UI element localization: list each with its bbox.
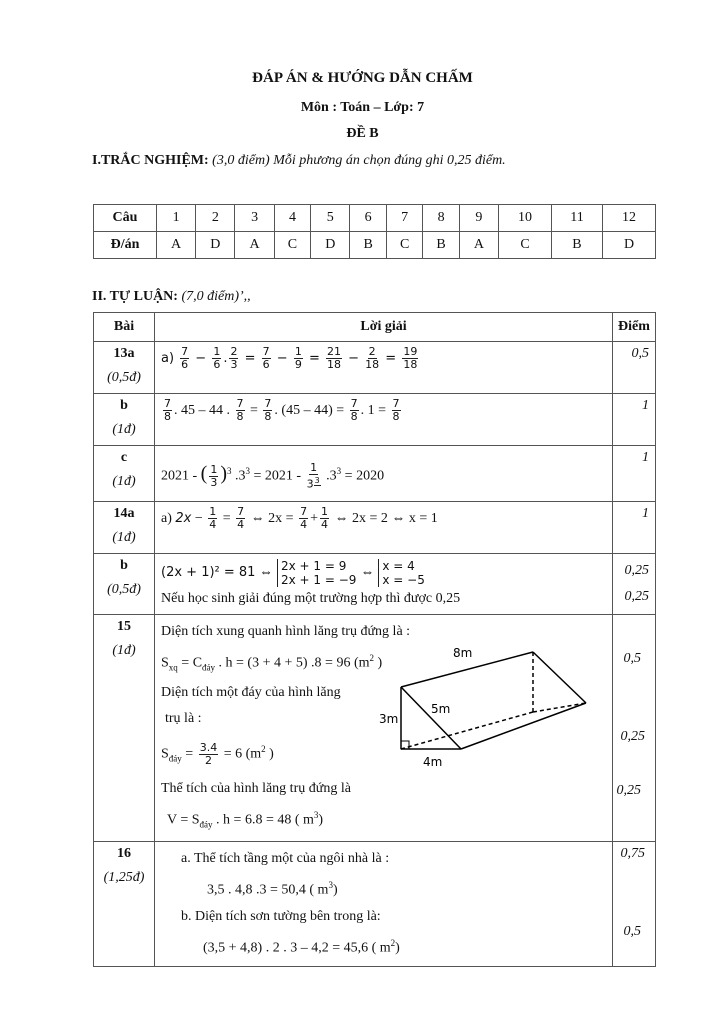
question-number: 9 bbox=[459, 205, 498, 232]
answer-cell: C bbox=[274, 232, 310, 259]
prism-label-hypotenuse: 5m bbox=[431, 702, 451, 716]
problem-id: 13a (0,5đ) bbox=[94, 342, 155, 394]
part1-heading bbox=[92, 153, 506, 169]
answer-cell: A bbox=[157, 232, 196, 259]
solution-line: $S_{đáy}$ = $\frac{3.4}{2}$ = 6 ($m^2$ ) bbox=[161, 741, 274, 768]
answer-key-table bbox=[93, 204, 656, 259]
solution-line: 3,5 . 4,8 .3 = 50,4 ( $m^3$) bbox=[207, 880, 338, 899]
solution-line: a. Thể tích tầng một của ngôi nhà là : bbox=[181, 851, 390, 867]
prism-label-base: 4m bbox=[423, 755, 443, 769]
answer-cell: D bbox=[603, 232, 656, 259]
prism-diagram bbox=[371, 645, 591, 775]
part1-label: I.TRẮC NGHIỆM: bbox=[92, 153, 209, 168]
col-header-score: Điểm bbox=[613, 313, 656, 342]
question-number: 12 bbox=[603, 205, 656, 232]
score-cell: 1 bbox=[613, 502, 656, 554]
question-number: 6 bbox=[350, 205, 386, 232]
solution-line: trụ là : bbox=[165, 711, 202, 727]
answer-row bbox=[94, 232, 656, 259]
problem-points: (1đ) bbox=[112, 530, 136, 545]
part2-note: (7,0 điểm)’,, bbox=[181, 289, 251, 304]
table-row bbox=[94, 394, 656, 446]
answer-cell: A bbox=[459, 232, 498, 259]
solution-line: Diện tích xung quanh hình lăng trụ đứng là : bbox=[161, 624, 411, 639]
question-number: 3 bbox=[235, 205, 274, 232]
col-header-solution: Lời giải bbox=[155, 313, 613, 342]
score-cell: 0,75 0,5 bbox=[613, 842, 656, 966]
solution-cell bbox=[155, 615, 613, 842]
question-row-label: Câu bbox=[94, 205, 157, 232]
problem-points: (1,25đ) bbox=[103, 870, 145, 886]
score-cell: 0,5 0,25 0,25 bbox=[613, 615, 656, 842]
solution-line: $S_{xq} = C_{đáy}$ . h = (3 + 4 + 5) .8 = 96 ($m^2$ ) bbox=[161, 653, 383, 673]
score-cell: 1 bbox=[613, 394, 656, 446]
question-number: 10 bbox=[499, 205, 552, 232]
problem-id: b (1đ) bbox=[94, 394, 155, 446]
table-row bbox=[94, 446, 656, 502]
solution-line: Thể tích của hình lăng trụ đứng là bbox=[161, 780, 351, 796]
problem-points: (1đ) bbox=[112, 422, 136, 437]
col-header-bai: Bài bbox=[94, 313, 155, 342]
solution-cell bbox=[155, 842, 613, 966]
solution-cell: (2x + 1)² = 81 ⇔ 2x + 1 = 9 2x + 1 = −9 ⇔ x = 4 x = −5 Nếu học sinh giải đúng một trường hợp thì được 0,25 bbox=[155, 554, 613, 615]
problem-points: (1đ) bbox=[112, 643, 136, 658]
score-cell: 1 bbox=[613, 446, 656, 502]
table-row bbox=[94, 554, 656, 615]
answer-cell: D bbox=[311, 232, 350, 259]
solution-cell: $\frac{7}{8}$ . 45 – 44 . $\frac{7}{8}$ = $\frac{7}{8}$ . (45 – 44) = $\frac{7}{8}$ . 1 = $\frac{7}{8}$ bbox=[155, 394, 613, 446]
part2-heading bbox=[92, 289, 251, 305]
problem-id: 15 (1đ) bbox=[94, 615, 155, 842]
partial-credit-note: Nếu học sinh giải đúng một trường hợp thì được 0,25 bbox=[161, 591, 461, 606]
doc-subject: Môn : Toán – Lớp: 7 bbox=[300, 100, 425, 115]
question-number: 11 bbox=[551, 205, 602, 232]
problem-id: 14a (1đ) bbox=[94, 502, 155, 554]
part2-label: II. TỰ LUẬN: bbox=[92, 289, 178, 304]
question-number: 1 bbox=[157, 205, 196, 232]
problem-id: b (0,5đ) bbox=[94, 554, 155, 615]
score-cell: 0,25 0,25 bbox=[613, 554, 656, 615]
prism-label-height: 3m bbox=[379, 712, 399, 726]
answer-cell: C bbox=[386, 232, 422, 259]
solution-line: b. Diện tích sơn tường bên trong là: bbox=[181, 909, 381, 925]
answer-cell: A bbox=[235, 232, 274, 259]
problem-id: c (1đ) bbox=[94, 446, 155, 502]
solution-cell: 2021 - ( $\frac{1}{3}$ )$^3$ $.3^3 = 2021$ - $\frac{1}{3^3}$ $.3^3 = 2020$ bbox=[155, 446, 613, 502]
score-cell: 0,5 bbox=[613, 342, 656, 394]
problem-points: (0,5đ) bbox=[107, 370, 141, 385]
answer-cell: B bbox=[551, 232, 602, 259]
question-number: 5 bbox=[311, 205, 350, 232]
question-number: 8 bbox=[423, 205, 459, 232]
answer-cell: B bbox=[423, 232, 459, 259]
essay-table bbox=[93, 312, 656, 967]
problem-points: (1đ) bbox=[112, 474, 136, 489]
answer-row-label: Đ/án bbox=[94, 232, 157, 259]
question-row bbox=[94, 205, 656, 232]
solution-line: Diện tích một đáy của hình lăng bbox=[161, 685, 341, 701]
answer-cell: B bbox=[350, 232, 386, 259]
part1-note: (3,0 điểm) Mỗi phương án chọn đúng ghi 0,25 điểm. bbox=[212, 153, 506, 168]
solution-cell: a) 2x − $\frac{1}{4}$ = $\frac{7}{4}$ ⇔ 2x = $\frac{7}{4}$ + $\frac{1}{4}$ ⇔ 2x = 2 ⇔ x = 1 bbox=[155, 502, 613, 554]
table-row bbox=[94, 342, 656, 394]
question-number: 7 bbox=[386, 205, 422, 232]
solution-cell: a) $\frac{7}{6}$ − $\frac{1}{6}$ . $\frac{2}{3}$ = $\frac{7}{6}$ − $\frac{1}{9}$ = $\frac{21}{18}$ − $\frac{2}{18}$ = $\frac{19}{18}$ bbox=[155, 342, 613, 394]
solution-line: (3,5 + 4,8) . 2 . 3 – 4,2 = 45,6 ( $m^2$) bbox=[203, 938, 400, 956]
problem-id: 16 (1,25đ) bbox=[94, 842, 155, 966]
table-row bbox=[94, 615, 656, 842]
prism-label-length: 8m bbox=[453, 646, 473, 660]
essay-header-row bbox=[94, 313, 656, 342]
problem-points: (0,5đ) bbox=[107, 582, 141, 597]
question-number: 2 bbox=[196, 205, 235, 232]
doc-code: ĐỀ B bbox=[346, 126, 379, 141]
table-row bbox=[94, 502, 656, 554]
doc-title: ĐÁP ÁN & HƯỚNG DẪN CHẤM bbox=[252, 70, 473, 86]
solution-line: $V = S_{đáy}$ . h = 6.8 = 48 ( $m^3$) bbox=[167, 809, 324, 830]
question-number: 4 bbox=[274, 205, 310, 232]
answer-cell: D bbox=[196, 232, 235, 259]
table-row bbox=[94, 842, 656, 966]
answer-cell: C bbox=[499, 232, 552, 259]
